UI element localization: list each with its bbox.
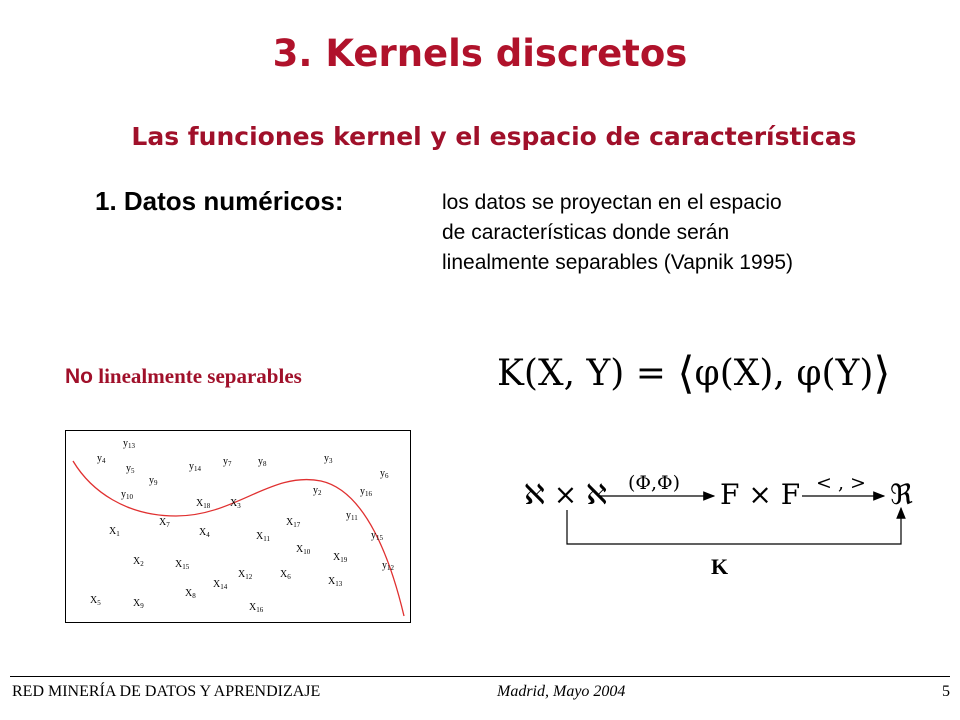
section-heading: 1. Datos numéricos: [95,186,344,216]
slide-title: 3. Kernels discretos [272,32,688,75]
scatter-point: $y_{11}$ [346,510,358,522]
right-angle-icon: ⟩ [873,348,891,399]
scatter-point: $y_6$ [380,468,389,480]
scatter-plot [65,430,411,623]
plot-caption-no: No [65,365,93,388]
scatter-point: $X_{19}$ [333,552,348,564]
scatter-point: $X_{16}$ [249,602,264,614]
scatter-point: $y_{10}$ [121,489,133,501]
scatter-point: $y_2$ [313,485,322,497]
scatter-point: $X_8$ [185,588,196,600]
scatter-point: $y_7$ [223,456,232,468]
diagram-inner-product: < , > [816,472,866,494]
scatter-point: $y_{13}$ [123,438,135,450]
scatter-point: $X_{12}$ [238,569,253,581]
diagram-composite: K [711,554,729,579]
scatter-point: $X_3$ [230,498,241,510]
scatter-point: $y_9$ [149,475,158,487]
scatter-point: $X_{18}$ [196,498,211,510]
footer-date: Madrid, Mayo 2004 [497,683,626,700]
diagram-target: ℜ [890,478,913,511]
slide-subtitle: Las funciones kernel y el espacio de características [131,122,857,151]
scatter-point: $y_3$ [324,453,333,465]
scatter-point: $X_{15}$ [175,559,190,571]
scatter-point: $X_{10}$ [296,544,311,556]
scatter-point: $X_{17}$ [286,517,301,529]
scatter-point: $y_8$ [258,456,267,468]
scatter-point: $y_5$ [126,463,135,475]
scatter-point: $X_{11}$ [256,531,270,543]
diagram-map-label: (Φ,Φ) [628,472,681,494]
footer-organization: RED MINERÍA DE DATOS Y APRENDIZAJE [12,683,321,700]
plot-caption-rest: linealmente separables [98,364,302,388]
scatter-point: $X_5$ [90,595,101,607]
page-number: 5 [942,683,950,700]
scatter-point: $X_7$ [159,517,170,529]
left-angle-icon: ⟨ [677,348,695,399]
scatter-point: $X_9$ [133,598,144,610]
diagram-middle: F × F [720,478,801,511]
diagram-source: ℵ × ℵ [524,478,607,511]
scatter-point: $X_1$ [109,526,120,538]
scatter-point: $X_4$ [199,527,210,539]
mapping-diagram [520,470,940,580]
scatter-point: $y_{16}$ [360,486,372,498]
description-line: linealmente separables (Vapnik 1995) [442,251,793,274]
scatter-point: $X_2$ [133,556,144,568]
description-line: los datos se proyectan en el espacio [442,191,782,214]
formula-lhs: K(X, Y) = [497,353,666,394]
description [442,188,912,278]
plot-caption [65,364,302,389]
description-line: de características donde serán [442,221,730,244]
kernel-formula [497,348,891,399]
scatter-point: $X_{14}$ [213,579,228,591]
scatter-point: $y_4$ [97,453,106,465]
scatter-point: $y_{14}$ [189,461,201,473]
scatter-point: $y_{15}$ [371,530,383,542]
scatter-point: $X_{13}$ [328,576,343,588]
footer-divider [10,676,950,677]
formula-rhs: φ(X), φ(Y) [694,353,874,394]
scatter-point: $X_6$ [280,569,291,581]
scatter-point: $y_{12}$ [382,560,394,572]
